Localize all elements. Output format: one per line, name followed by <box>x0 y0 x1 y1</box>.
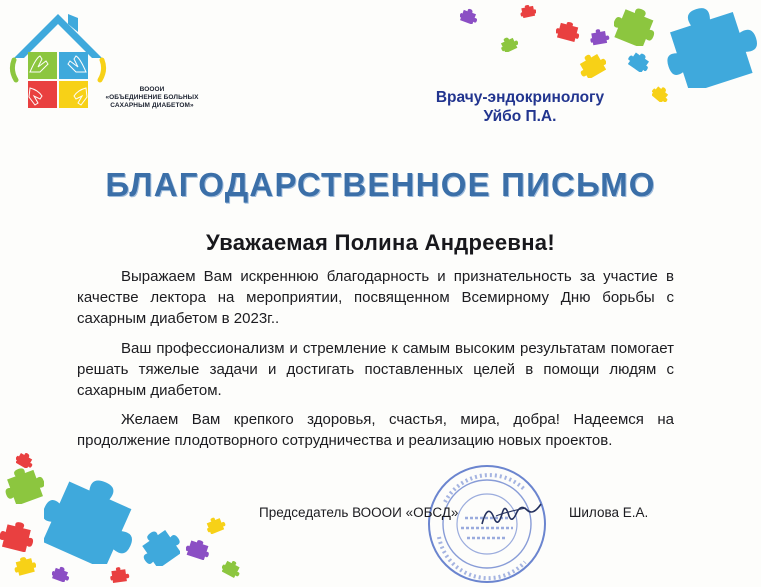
logo-organization-name <box>97 86 207 110</box>
puzzle-piece-icon <box>652 86 670 102</box>
paragraph-3-text: Желаем Вам крепкого здоровья, счастья, мира, добра! Надеемся на продолжение плодотворного сотрудничества и реализацию новых проектов. <box>77 411 674 449</box>
puzzle-piece-icon <box>44 474 140 564</box>
recipient-position: Врачу-эндокринологу <box>435 89 605 106</box>
logo-line-2: «ОБЪЕДИНЕНИЕ БОЛЬНЫХ <box>105 94 199 101</box>
puzzle-piece-icon <box>186 538 210 560</box>
greeting: Уважаемая Полина Андреевна! <box>206 230 555 255</box>
puzzle-piece-icon <box>520 4 536 18</box>
paragraph-professionalism <box>77 338 674 401</box>
paragraph-1-text: Выражаем Вам искреннюю благодарность и признательность за участие в качестве лектора на мероприятии, посвященном Всемирному Дню борьбы с сахарным диабетом в 2023г.. <box>77 268 674 327</box>
puzzle-piece-icon <box>578 52 606 78</box>
puzzle-piece-icon <box>110 566 130 584</box>
puzzle-piece-icon <box>52 566 70 582</box>
puzzle-piece-icon <box>556 20 580 42</box>
house-hands-logo-icon <box>8 10 108 110</box>
puzzle-piece-icon <box>206 516 226 534</box>
puzzle-piece-icon <box>460 8 478 24</box>
logo-line-3: САХАРНЫМ ДИАБЕТОМ» <box>110 102 194 109</box>
paragraph-gratitude <box>77 266 674 329</box>
puzzle-piece-icon <box>666 2 758 88</box>
puzzle-piece-icon <box>222 560 242 578</box>
paragraph-2-text: Ваш профессионализм и стремление к самым высоким результатам помогает решать тяжелые задачи и достигать поставленных целей в помощи людям с сахарным диабетом. <box>77 340 674 399</box>
puzzle-piece-icon <box>628 52 650 72</box>
document-title: БЛАГОДАРСТВЕННОЕ ПИСЬМО <box>105 166 656 203</box>
recipient-name: Уйбо П.А. <box>483 108 557 125</box>
handwritten-signature-icon <box>478 494 548 534</box>
puzzle-piece-icon <box>590 28 610 46</box>
puzzle-piece-icon <box>140 528 180 566</box>
puzzle-piece-icon <box>14 556 36 576</box>
paragraph-wishes <box>77 409 674 451</box>
puzzle-piece-icon <box>614 6 656 46</box>
puzzle-piece-icon <box>0 520 34 552</box>
puzzle-piece-icon <box>500 36 518 52</box>
puzzle-piece-icon <box>4 466 44 504</box>
signer-position: Председатель ВОООИ «ОБСД» <box>259 505 459 520</box>
signer-name: Шилова Е.А. <box>569 505 649 520</box>
logo-line-1: ВОООИ <box>139 86 165 93</box>
recipient-block <box>420 88 620 126</box>
puzzle-piece-icon <box>16 452 34 468</box>
